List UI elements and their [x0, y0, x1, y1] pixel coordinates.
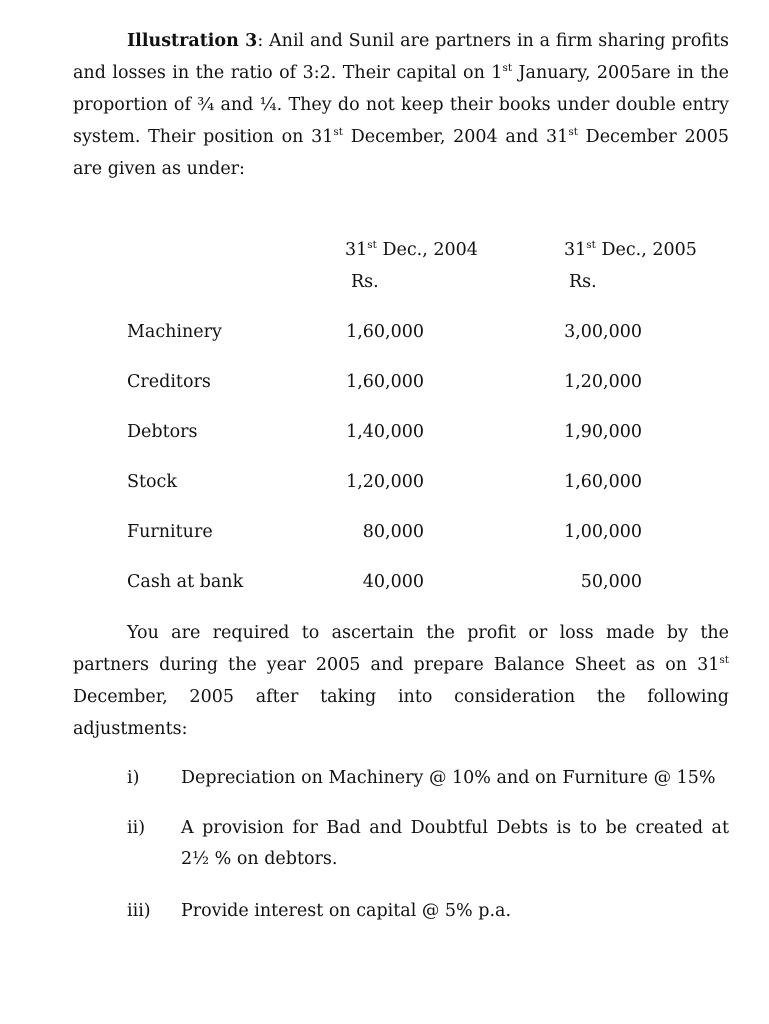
currency-label-2004: Rs. [351, 272, 379, 292]
ordinal-suffix: st [367, 239, 377, 252]
row-label: Furniture [127, 522, 213, 542]
row-label: Machinery [127, 322, 222, 342]
adjustment-number: ii) [127, 818, 146, 838]
illustration-label: Illustration 3 [127, 31, 258, 51]
row-label: Cash at bank [127, 572, 244, 592]
adjustment-number: i) [127, 768, 140, 788]
requirement-text: December, 2005 after taking into consideration the following adjustments: [73, 687, 729, 739]
row-label: Creditors [127, 372, 211, 392]
value-2005: 3,00,000 [564, 322, 642, 342]
intro-text: December, 2004 and 31 [343, 127, 569, 147]
row-label: Stock [127, 472, 177, 492]
ordinal-suffix: st [333, 126, 343, 139]
adjustment-number: iii) [127, 901, 151, 921]
value-2005: 1,20,000 [564, 372, 642, 392]
value-2005: 50,000 [580, 572, 642, 592]
value-2005: 1,90,000 [564, 422, 642, 442]
row-label: Debtors [127, 422, 198, 442]
adjustment-text: Provide interest on capital @ 5% p.a. [181, 901, 512, 921]
value-2004: 1,20,000 [346, 472, 424, 492]
header-day: 31 [345, 240, 368, 260]
header-date: Dec., 2005 [595, 240, 697, 260]
value-2005: 1,00,000 [564, 522, 642, 542]
value-2005: 1,60,000 [564, 472, 642, 492]
adjustment-text: A provision for Bad and Doubtful Debts is to be created at 2½ % on debtors. [181, 818, 729, 869]
ordinal-suffix: st [568, 126, 578, 139]
value-2004: 40,000 [362, 572, 424, 592]
requirement-text: You are required to ascertain the profit or loss made by the partners during the year 2005 and prepare Balance Sheet as on 31 [73, 623, 729, 675]
value-2004: 1,60,000 [346, 372, 424, 392]
ordinal-suffix: st [719, 654, 729, 667]
column-header-2005 [564, 239, 697, 261]
header-date: Dec., 2004 [376, 240, 478, 260]
intro-text: December 2005 are given as under: [73, 127, 729, 179]
value-2004: 1,60,000 [346, 322, 424, 342]
intro-text: January, 2005are in the proportion of ¾ and ¼. They do not keep their books under double entry system. Their position on 31 [73, 63, 730, 147]
value-2004: 1,40,000 [346, 422, 424, 442]
currency-label-2005: Rs. [569, 272, 597, 292]
value-2004: 80,000 [362, 522, 424, 542]
requirement-paragraph [73, 617, 729, 745]
column-header-2004 [345, 239, 478, 261]
adjustment-text: Depreciation on Machinery @ 10% and on Furniture @ 15% [181, 768, 716, 788]
intro-text: : Anil and Sunil are partners in a firm sharing profits and losses in the ratio of 3:2. Their capital on 1 [73, 31, 729, 83]
header-day: 31 [564, 240, 587, 260]
ordinal-suffix: st [586, 239, 596, 252]
ordinal-suffix: st [502, 62, 513, 75]
